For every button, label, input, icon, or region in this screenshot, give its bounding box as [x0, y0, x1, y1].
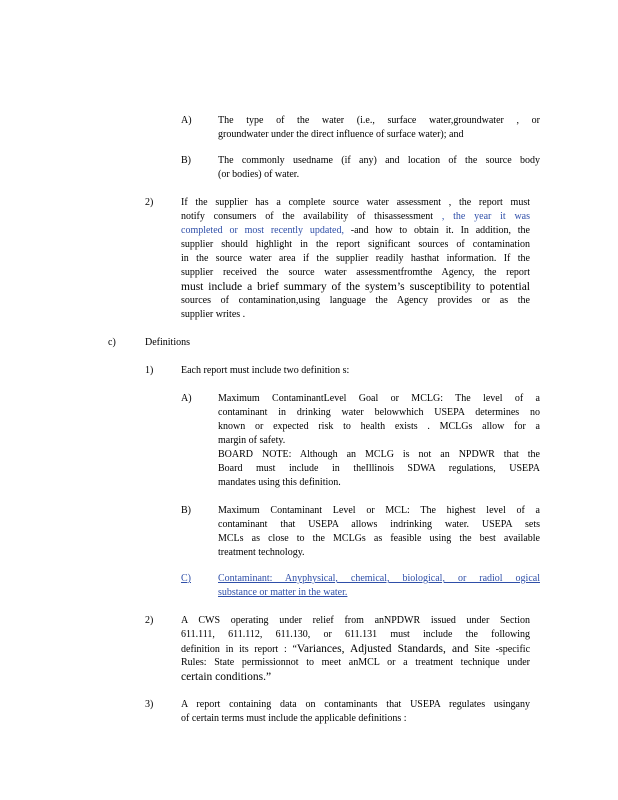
paragraph-line: treatment technology.	[218, 547, 305, 558]
item-label: 2)	[145, 615, 154, 626]
paragraph-line: A report containing data on contaminants that USEPA regulates usingany	[181, 699, 530, 710]
paragraph-line: known or expected risk to health exists . MCLGs allow for a	[218, 421, 540, 432]
paragraph-line: margin of safety.	[218, 435, 286, 446]
text-run: Variances, Adjusted Standards, and	[296, 643, 469, 655]
section-label: c)	[108, 337, 116, 348]
paragraph-line: certain conditions.”	[181, 671, 272, 683]
board-note-line: BOARD NOTE: Although an MCLG is not an NPDWR that the	[218, 449, 540, 460]
paragraph-line	[181, 210, 530, 224]
inserted-paragraph-line: substance or matter in the water.	[218, 587, 348, 598]
item-label: B)	[181, 505, 191, 516]
paragraph-line: supplier writes .	[181, 309, 246, 320]
board-note-line: mandates using this definition.	[218, 477, 341, 488]
paragraph-line: supplier should highlight in the report significant sources of contamination	[181, 239, 530, 250]
paragraph-line: must include a brief summary of the system’s susceptibility to potential	[181, 281, 530, 293]
paragraph-line: sources of contamination,using language the Agency provides or as the	[181, 295, 530, 306]
paragraph-line	[181, 642, 530, 657]
inserted-text: completed or most recently updated,	[181, 225, 344, 236]
paragraph-line: Rules: State permissionnot to meet anMCL or a treatment technique under	[181, 657, 530, 668]
paragraph-line	[181, 224, 530, 238]
paragraph-line: in the source water area if the supplier readily hasthat information. If the	[181, 253, 530, 264]
paragraph-line: (or bodies) of water.	[218, 169, 300, 180]
text-run: -and how to obtain it. In addition, the	[343, 225, 530, 236]
paragraph-line: The commonly usedname (if any) and location of the source body	[218, 155, 540, 166]
paragraph-line: MCLs as close to the MCLGs as feasible using the best available	[218, 533, 540, 544]
section-title: Definitions	[145, 337, 190, 348]
paragraph-line: supplier received the source water assessmentfromthe Agency, the report	[181, 267, 530, 278]
paragraph-line: 611.111, 611.112, 611.130, or 611.131 must include the following	[181, 629, 530, 640]
item-label: 1)	[145, 365, 154, 376]
text-run: notify consumers of the availability of thisassessment	[181, 211, 434, 222]
item-label: B)	[181, 155, 191, 166]
paragraph-line: A CWS operating under relief from anNPDWR issued under Section	[181, 615, 530, 626]
paragraph-line: If the supplier has a complete source water assessment , the report must	[181, 197, 530, 208]
item-label: A)	[181, 115, 192, 126]
paragraph-line: Maximum ContaminantLevel Goal or MCLG: The level of a	[218, 393, 540, 404]
paragraph-line: Each report must include two definition s:	[181, 365, 350, 376]
paragraph-line: groundwater under the direct influence of surface water); and	[218, 129, 464, 140]
paragraph-line: Maximum Contaminant Level or MCL: The highest level of a	[218, 505, 540, 516]
inserted-item-label: C)	[181, 573, 191, 584]
text-run: definition in its report : “	[181, 644, 297, 655]
item-label: A)	[181, 393, 192, 404]
paragraph-line: contaminant in drinking water belowwhich USEPA determines no	[218, 407, 540, 418]
item-label: 3)	[145, 699, 154, 710]
paragraph-line: of certain terms must include the applicable definitions :	[181, 713, 407, 724]
board-note-line: Board must include in theIllinois SDWA regulations, USEPA	[218, 463, 540, 474]
paragraph-line: The type of the water (i.e., surface water,groundwater , or	[218, 115, 540, 126]
paragraph-line: contaminant that USEPA allows indrinking water. USEPA sets	[218, 519, 540, 530]
inserted-text: , the year it was	[433, 211, 530, 222]
item-label: 2)	[145, 197, 154, 208]
inserted-paragraph-line: Contaminant: Anyphysical, chemical, biological, or radiol ogical	[218, 573, 540, 584]
text-run: Site -specific	[468, 644, 531, 655]
